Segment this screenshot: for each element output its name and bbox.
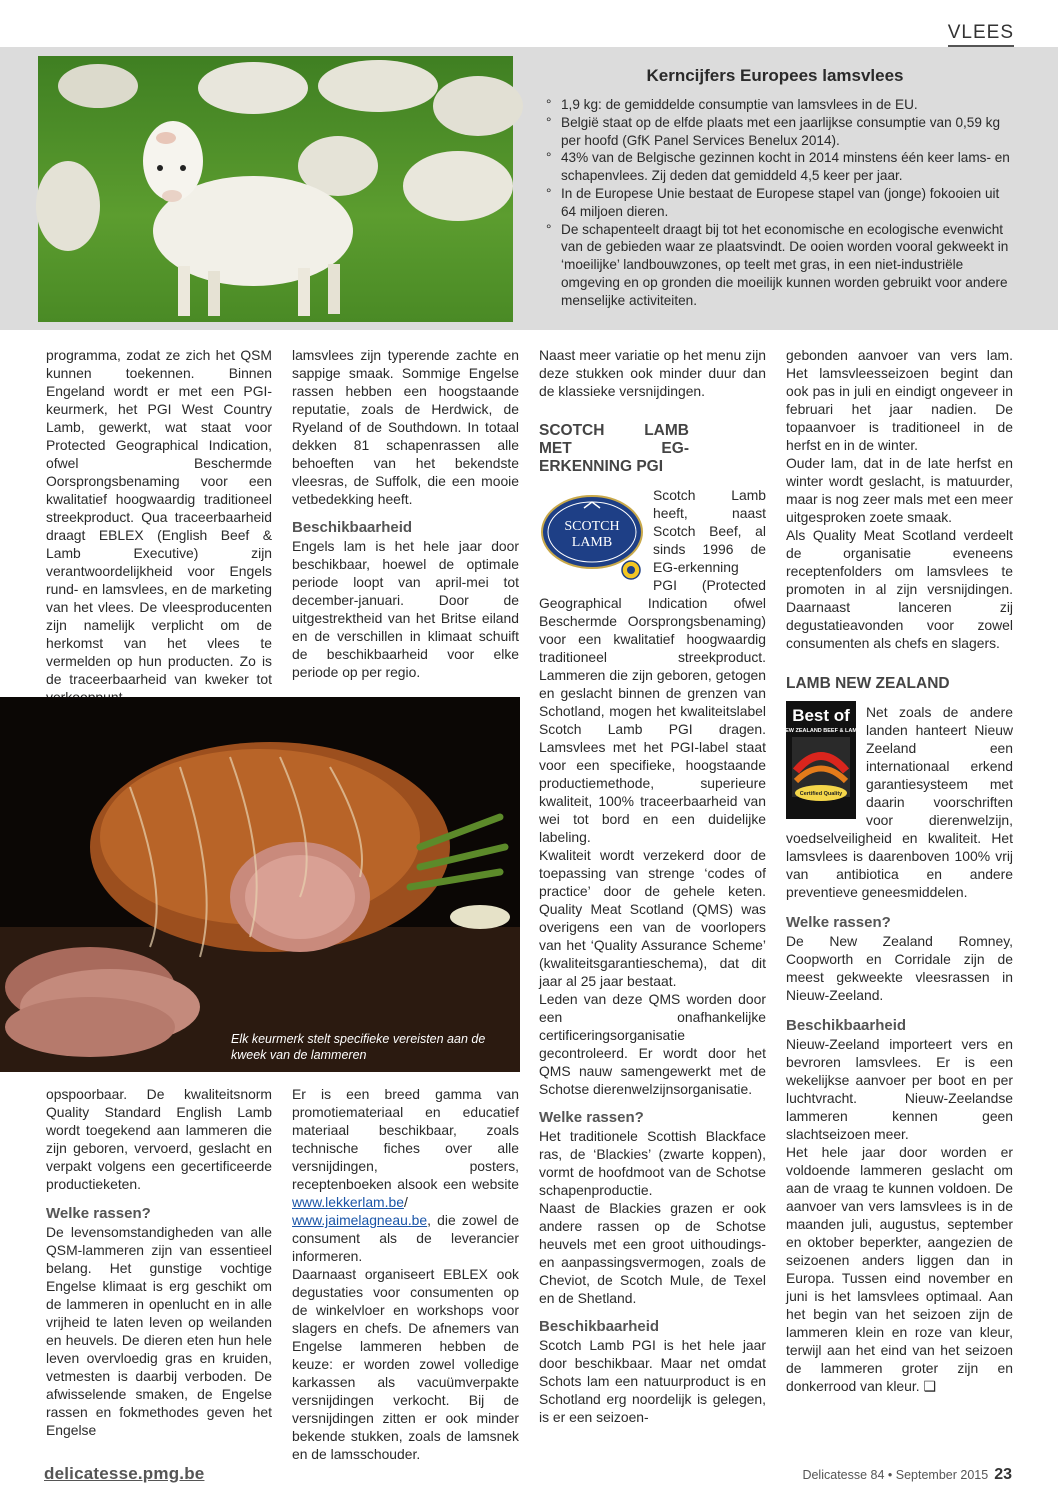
paragraph: Nieuw-Zeeland importeert vers en bevroren lamsvlees. Er is een wekelijkse aanvoer per boot en per luchtvracht. Nieuw-Zeelandse lammeren kennen geen slachtseizoen meer. — [786, 1036, 1013, 1142]
sheep-illustration — [38, 56, 513, 322]
link-separator: / — [403, 1194, 408, 1210]
paragraph — [292, 1085, 519, 1265]
column-2-bottom — [292, 1085, 519, 1463]
paragraph: Net zoals de andere landen hanteert Nieuw Zeeland een internationaal erkend garantiesysteem met daarin voorschriften voor dierenwelzijn, voedselveiligheid en kwaliteit. Het lamsvlees is daarenboven 100% vrij van antibiotica en andere preventieve geneesmiddelen. — [786, 704, 1013, 900]
paragraph: De levensomstandigheden van alle QSM-lammeren zijn van essentieel belang. Het gunstige vochtige Engelse klimaat is erg geschikt om de lammeren in openlucht en in alle vrijheid te laten leven op weilanden en heuvels. De dieren eten hun hele leven overvloedig gras en kruiden, vetmesten is daarbij verboden. De afwisselende smaken, de Engelse rassen en fokmethodes geven het Engelse — [46, 1224, 272, 1438]
scotch-logo-word: SCOTCH — [564, 519, 620, 534]
kerncijfers-item: ° België staat op de elfde plaats met een jaarlijkse consumptie van 0,59 kg per hoofd (GfK Panel Services Benelux 2014). — [544, 114, 1014, 150]
column-4 — [781, 346, 1013, 1395]
text-span: , die zowel de consument als de leverancier informeren. — [292, 1212, 519, 1264]
paragraph: Naast meer variatie op het menu zijn deze stukken ook minder duur dan de klassieke versnijdingen. — [539, 347, 766, 399]
end-mark-icon: ❑ — [923, 1378, 936, 1394]
kerncijfers-list — [544, 96, 1014, 310]
heading-welke-rassen: Welke rassen? — [539, 1109, 644, 1126]
paragraph: opspoorbaar. De kwaliteitsnorm Quality Standard English Lamb wordt toegekend aan lammeren die zijn geboren, vervoerd, geslacht en verpakt volgens een gecertificeerde productieketen. — [46, 1086, 272, 1192]
link-jaimelagneau[interactable]: www.jaimelagneau.be — [292, 1212, 428, 1228]
heading-lamb-new-zealand: LAMB NEW ZEALAND — [786, 675, 950, 692]
kerncijfers-item: ° De schapenteelt draagt bij tot het economische en ecologische evenwicht van de gebieden waar ze plaatsvindt. De ooien worden vooral gekweekt in ‘moeilijke’ landbouwzones, op teelt met gras, in een niet-industriële omgeving en op gronden die moeilijk kunnen worden gebruikt voor andere menselijke activiteiten. — [544, 221, 1014, 310]
paragraph: Kwaliteit wordt verzekerd door de toepassing van strenge ‘codes of practice’ door de gehele keten. Quality Meat Scotland (QMS) was overigens een van de voorlopers van het ‘Quality Assurance Scheme’ (kwaliteitsgarantieschema), dat dit jaar al 25 jaar bestaat. — [539, 847, 766, 989]
nz-logo-subtitle: NEW ZEALAND BEEF & LAMB — [781, 728, 861, 734]
paragraph: lamsvlees zijn typerende zachte en sappige smaak. Sommige Engelse rassen hebben een hoogstaande reputatie, zoals de Herdwick, de Ryeland of de Southdown. In totaal dekken 81 schapenrassen alle behoeften van het bekendste vleesras, de Suffolk, die een mooie vetbedekking heeft. — [292, 347, 519, 507]
photo-caption: Elk keurmerk stelt specifieke vereisten aan de kweek van de lammeren — [231, 1032, 486, 1062]
kerncijfers-item: ° 1,9 kg: de gemiddelde consumptie van lamsvlees in de EU. — [544, 96, 1014, 114]
kerncijfers-item: ° In de Europese Unie bestaat de Europese stapel van (jonge) fokooien uit 64 miljoen dieren. — [544, 185, 1014, 221]
column-3 — [539, 346, 766, 1426]
paragraph: Naast de Blackies grazen er ook andere rassen op de Schotse heuvels met een groot uithoudings- en aanpassingsvermogen, zoals de Cheviot, de Scotch Mule, de Texel en de Shetland. — [539, 1200, 766, 1306]
paragraph: Scotch Lamb PGI is het hele jaar door beschikbaar. Maar net omdat Schots lam een natuurproduct is en Schotland erg noordelijk is gelegen, is er een seizoen- — [539, 1337, 766, 1425]
text-span: Het hele jaar door worden er voldoende lammeren geslacht om aan de vraag te kunnen voldoen. De aanvoer van vers lamsvlees is in de maanden juli, augustus, september en oktober beperkter, aangezien de seizoenen anders liggen dan in Europa. Tussen eind november en juni is het lamsvlees optimaal. Aan het begin van het seizoen zijn de lammeren klein en roze van kleur, terwijl aan het eind van het seizoen de lammeren groter zijn en donkerrood van kleur. — [786, 1144, 1013, 1394]
footer-issue — [802, 1466, 1012, 1484]
footer-issue-text: Delicatesse 84 • September 2015 — [802, 1468, 989, 1482]
paragraph: Engels lam is het hele jaar door beschikbaar, hoewel de optimale periode loopt van april-mei tot december-januari. Door de uitgestrektheid van het Britse eiland en de verschillen in klimaat schuift de beschikbaarheid voor elke periode op per regio. — [292, 538, 519, 680]
heading-scotch-lamb: SCOTCH LAMB MET EG-ERKENNING PGI — [539, 422, 689, 475]
paragraph: Scotch Lamb heeft, naast Scotch Beef, al sinds 1996 de EG-erkenning PGI (Protected Geographical Indication ofwel Beschermde Oorsprongsbenaming) voor een kwalitatief hoogwaardig traditioneel streekproduct. Lammeren die zijn geboren, getogen en geslacht binnen de grenzen van Schotland, mogen het kwaliteitslabel Scotch Lamb PGI dragen. Lamsvlees met het PGI-label staat voor een specifieke, hoogstaande productiemethode, superieure kwaliteit, 100% traceerbaarheid van wei tot bord en een duidelijke labeling. — [539, 487, 766, 845]
kerncijfers-title: Kerncijfers Europees lamsvlees — [646, 66, 904, 85]
paragraph: De New Zealand Romney, Coopworth en Corridale zijn de meest gekweekte vleesrassen in Nieuw-Zeeland. — [786, 933, 1013, 1003]
column-2-top — [292, 346, 519, 681]
paragraph: programma, zodat ze zich het QSM kunnen toekennen. Binnen Engeland wordt er met een PGI-keurmerk, het PGI West Country Lamb, gewerkt, wat staat voor Protected Geographical Indication, ofwel Beschermde Oorsprongsbenaming voor een kwalitatief hoogwaardig traditioneel streekproduct. Qua traceerbaarheid draagt EBLEX (English Beef & Lamb Executive) zijn verantwoordelijkheid voor Engels rund- en lamsvlees, en de marketing van het vlees. De vleesproducenten zijn namelijk verplicht om de herkomst van het vlees te vermelden op hun producten. Zo is de traceerbaarheid van kweker tot — [46, 347, 272, 687]
paragraph: Daarnaast organiseert EBLEX ook degustaties voor consumenten op de winkelvloer en workshops voor slagers en chefs. De afnemers van Engelse lammeren hebben de keuze: er worden zowel volledige karkassen als vacuümverpakte versnijdingen verkocht. Bij de versnijdingen zitten er ook minder bekende stukken, zoals de lamsnek en de lamsschouder. — [292, 1266, 519, 1462]
heading-welke-rassen: Welke rassen? — [46, 1205, 151, 1222]
best-of-nz-logo — [781, 701, 861, 819]
text-span: Er is een breed gamma van promotiemateriaal en educatief materiaal beschikbaar, zoals technische fiches over alle versnijdingen, posters, receptenboeken alsook een website — [292, 1086, 519, 1192]
heading-beschikbaarheid: Beschikbaarheid — [786, 1017, 907, 1034]
paragraph: Het traditionele Scottish Blackface ras, de ‘Blackies’ (zwarte koppen), vormt de hoofdmoot van de Schotse schapenproductie. — [539, 1128, 766, 1198]
footer-site[interactable]: delicatesse.pmg.be — [44, 1464, 205, 1483]
roast-lamb-photo — [0, 697, 520, 1072]
sheep-photo — [38, 56, 513, 322]
nz-logo-badge: Certified Quality — [799, 791, 843, 797]
paragraph: Als Quality Meat Scotland verdeelt de organisatie eveneens receptenfolders om lamsvlees te promoten in al zijn versnijdingen. Daarnaast lanceren zij degustatieavonden voor zowel consumenten als chefs en slagers. — [786, 527, 1013, 651]
column-1-bottom — [46, 1085, 272, 1439]
column-1-top — [46, 346, 272, 706]
lamb-logo-word: LAMB — [571, 535, 613, 550]
nz-logo-title: Best of — [792, 706, 850, 725]
heading-beschikbaarheid: Beschikbaarheid — [292, 519, 413, 536]
roast-illustration — [0, 697, 520, 1072]
section-tag: VLEES — [948, 22, 1014, 47]
link-lekkerlam[interactable]: www.lekkerlam.be — [292, 1194, 404, 1210]
scotch-lamb-logo-svg — [539, 486, 645, 582]
paragraph: Ouder lam, dat in de late herfst en winter wordt geslacht, is matuurder, maar is nog zeer mals met een meer uitgesproken zoete smaak. — [786, 455, 1013, 525]
paragraph — [786, 1143, 1013, 1395]
best-of-nz-logo-svg — [781, 701, 861, 819]
scotch-lamb-logo — [539, 486, 645, 582]
paragraph: gebonden aanvoer van vers lam. Het lamsvleesseizoen begint dan ook pas in juli en eindigt ongeveer in februari het jaar nadien. De topaanvoer is traditioneel in de herfst en in de winter. — [786, 347, 1013, 453]
heading-welke-rassen: Welke rassen? — [786, 914, 891, 931]
kerncijfers-item: ° 43% van de Belgische gezinnen kocht in 2014 minstens één keer lams- en schapenvlees. Zij deden dat gemiddeld 4,5 keer per jaar. — [544, 149, 1014, 185]
page-number: 23 — [994, 1466, 1012, 1483]
paragraph: Leden van deze QMS worden door een onafhankelijke certificeringsorganisatie gecontroleerd. Er wordt door het QMS nauw samengewerkt met de Schotse dierenwelzijnsorganisatie. — [539, 991, 766, 1097]
heading-beschikbaarheid: Beschikbaarheid — [539, 1318, 660, 1335]
